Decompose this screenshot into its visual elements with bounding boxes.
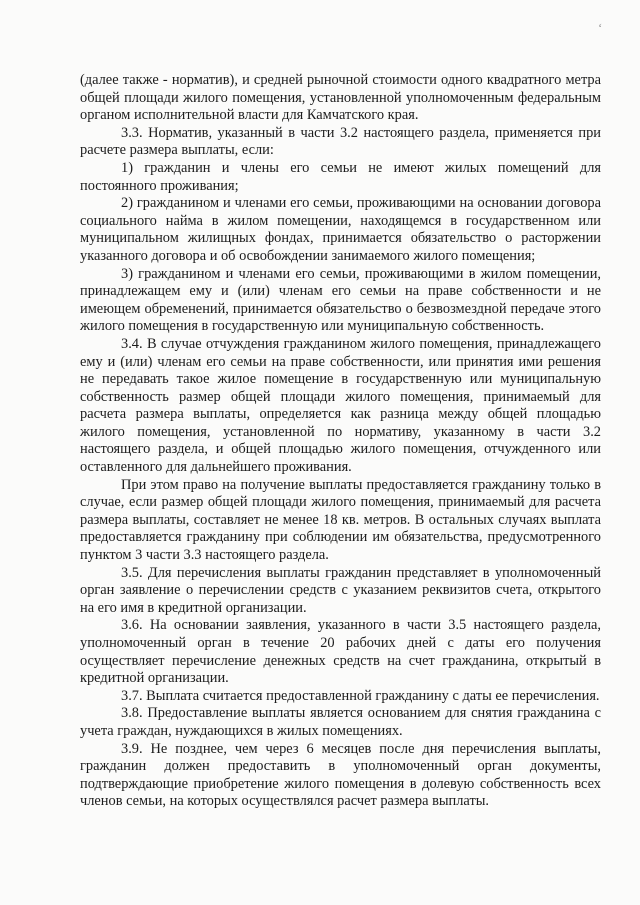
paragraph-3-7: 3.7. Выплата считается предоставленной гражданину с даты ее перечисления. <box>121 687 600 704</box>
paragraph-continuation: (далее также - норматив), и средней рыночной стоимости одного квадратного метра общей площади жилого помещения, установленной уполномоченным федеральным органом исполнительной власти для Камчатского края. <box>80 72 601 124</box>
paragraph-3-4-condition: При этом право на получение выплаты предоставляется гражданину только в случае, если размер общей площади жилого помещения, принимаемый для расчета размера выплаты, составляет не менее 18 кв. метров. В остальных случаях выплата предоставляется гражданину при соблюдении им обязательства, предусмотренного пунктом 3 части 3.3 настоящего раздела. <box>80 476 601 564</box>
paragraph-3-5: 3.5. Для перечисления выплаты гражданин представляет в уполномоченный орган заявление о перечислении средств с указанием реквизитов счета, открытого на его имя в кредитной организации. <box>80 564 601 616</box>
paragraph-3-8: 3.8. Предоставление выплаты является основанием для снятия гражданина с учета граждан, нуждающихся в жилых помещениях. <box>80 705 601 739</box>
paragraph-3-3-item-1: 1) гражданин и члены его семьи не имеют жилых помещений для постоянного проживания; <box>80 159 601 194</box>
paragraph-3-4: 3.4. В случае отчуждения гражданином жилого помещения, принадлежащего ему и (или) членам его семьи на праве собственности, или принятия ими решения не передавать такое жилое помещение в государственную или муниципальную собственность размер общей площади жилого помещения, принимаемый для расчета размера выплаты, определяется как разница между общей площадью жилого помещения, установленной по нормативу, указанному в части 3.2 настоящего раздела, и общей площадью жилого помещения, отчужденного или оставленного для дальнейшего проживания. <box>80 335 601 476</box>
paragraph-3-6: 3.6. На основании заявления, указанного в части 3.5 настоящего раздела, уполномоченный орган в течение 20 рабочих дней с даты его получения осуществляет перечисление денежных средств на счет гражданина, открытый в кредитной организации. <box>80 617 601 687</box>
corner-mark: ‘ <box>598 20 603 35</box>
paragraph-3-3-item-2: 2) гражданином и членами его семьи, проживающими на основании договора социального найма в жилом помещении, находящемся в государственном или муниципальном жилищных фондах, принимается обязательство о расторжении указанного договора и об освобождении занимаемого жилого помещения; <box>80 195 601 264</box>
paragraph-3-3: 3.3. Норматив, указанный в части 3.2 настоящего раздела, применяется при расчете размера выплаты, если: <box>80 124 601 159</box>
paragraph-3-9: 3.9. Не позднее, чем через 6 месяцев после дня перечисления выплаты, гражданин должен предоставить в уполномоченный орган документы, подтверждающие приобретение жилого помещения в долевую собственность всех членов семьи, на которых осуществлялся расчет размера выплаты. <box>80 740 601 810</box>
paragraph-3-3-item-3: 3) гражданином и членами его семьи, проживающими в жилом помещении, принадлежащем ему и (или) членам его семьи на праве собственности и не имеющем обременений, принимается обязательство о безвозмездной передаче этого жилого помещения в государственную или муниципальную собственность. <box>80 265 601 335</box>
document-body <box>80 72 601 811</box>
